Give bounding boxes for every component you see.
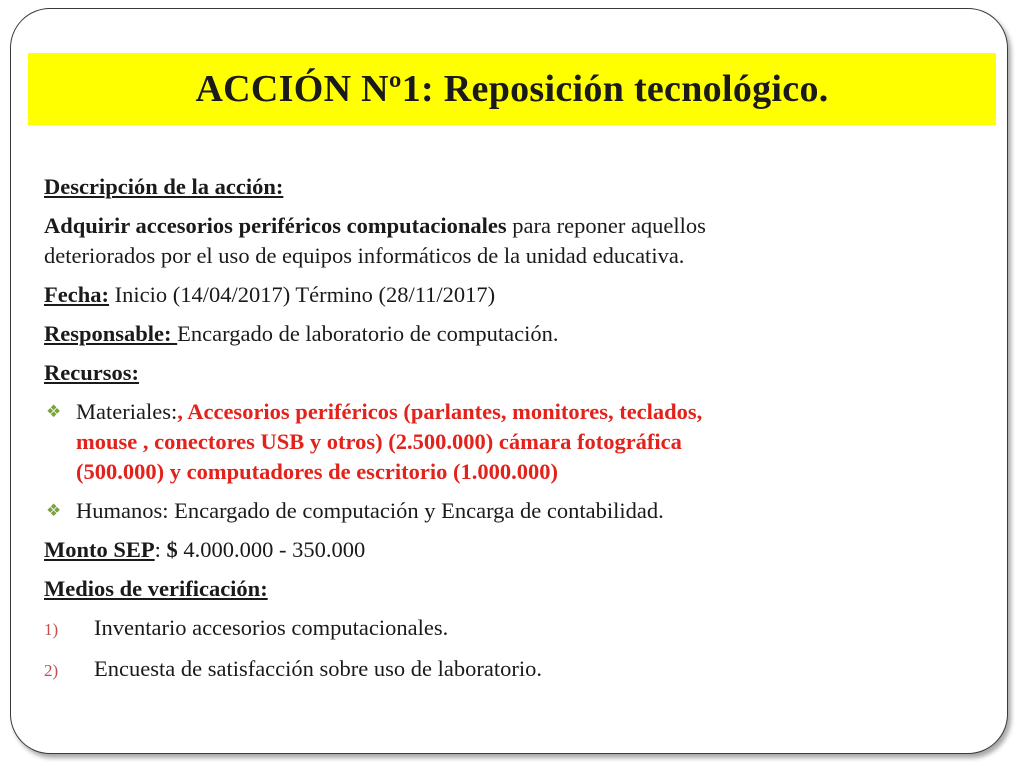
monto-colon: :: [154, 537, 167, 562]
descripcion-heading-line: [44, 172, 984, 202]
recursos-heading-line: [44, 358, 984, 388]
slide-content: [44, 172, 984, 686]
responsable-value: Encargado de laboratorio de computación.: [177, 321, 559, 346]
verificacion-text-2: Encuesta de satisfacción sobre uso de laboratorio.: [94, 656, 542, 681]
monto-value: 4.000.000 - 350.000: [177, 537, 366, 562]
descripcion-text-rest-2: deteriorados por el uso de equipos informáticos de la unidad educativa.: [44, 243, 685, 268]
descripcion-heading: Descripción de la acción:: [44, 174, 284, 199]
diamond-bullet-icon: ❖: [46, 501, 62, 520]
materiales-label: Materiales:: [76, 399, 178, 424]
materiales-text: [76, 397, 984, 487]
materiales-bullet: [44, 397, 984, 487]
humanos-bullet: [44, 496, 984, 526]
verificacion-item-1: [44, 613, 984, 645]
verificacion-marker-2: 2): [44, 661, 59, 680]
responsable-line: [44, 319, 984, 349]
monto-label: Monto SEP: [44, 537, 155, 562]
fecha-value: Inicio (14/04/2017) Término (28/11/2017): [108, 282, 496, 307]
verificacion-item-2: [44, 654, 984, 686]
monto-line: [44, 535, 984, 565]
fecha-label: Fecha:: [44, 282, 109, 307]
verificacion-text-1: Inventario accesorios computacionales.: [94, 615, 449, 640]
materiales-line-2: mouse , conectores USB y otros) (2.500.000) cámara fotográfica: [76, 429, 682, 454]
humanos-text: Humanos: Encargado de computación y Encarga de contabilidad.: [76, 498, 664, 523]
descripcion-text-rest-1: para reponer aquellos: [506, 213, 706, 238]
descripcion-text-bold: Adquirir accesorios periféricos computacionales: [44, 213, 507, 238]
materiales-line-1: , Accesorios periféricos (parlantes, monitores, teclados,: [177, 399, 703, 424]
verificacion-marker-1: 1): [44, 620, 59, 639]
descripcion-text-line-1: [44, 211, 984, 241]
title-banner: [28, 53, 996, 125]
verificacion-heading: Medios de verificación:: [44, 576, 268, 601]
recursos-heading: Recursos:: [44, 360, 139, 385]
slide-title: ACCIÓN Nº1: Reposición tecnológico.: [195, 68, 829, 110]
monto-currency: $: [166, 537, 178, 562]
materiales-line-3: (500.000) y computadores de escritorio (1.000.000): [76, 459, 559, 484]
fecha-line: [44, 280, 984, 310]
responsable-label: Responsable:: [44, 321, 178, 346]
diamond-bullet-icon: ❖: [46, 402, 62, 421]
verificacion-heading-line: [44, 574, 984, 604]
descripcion-text-line-2: [44, 241, 984, 271]
